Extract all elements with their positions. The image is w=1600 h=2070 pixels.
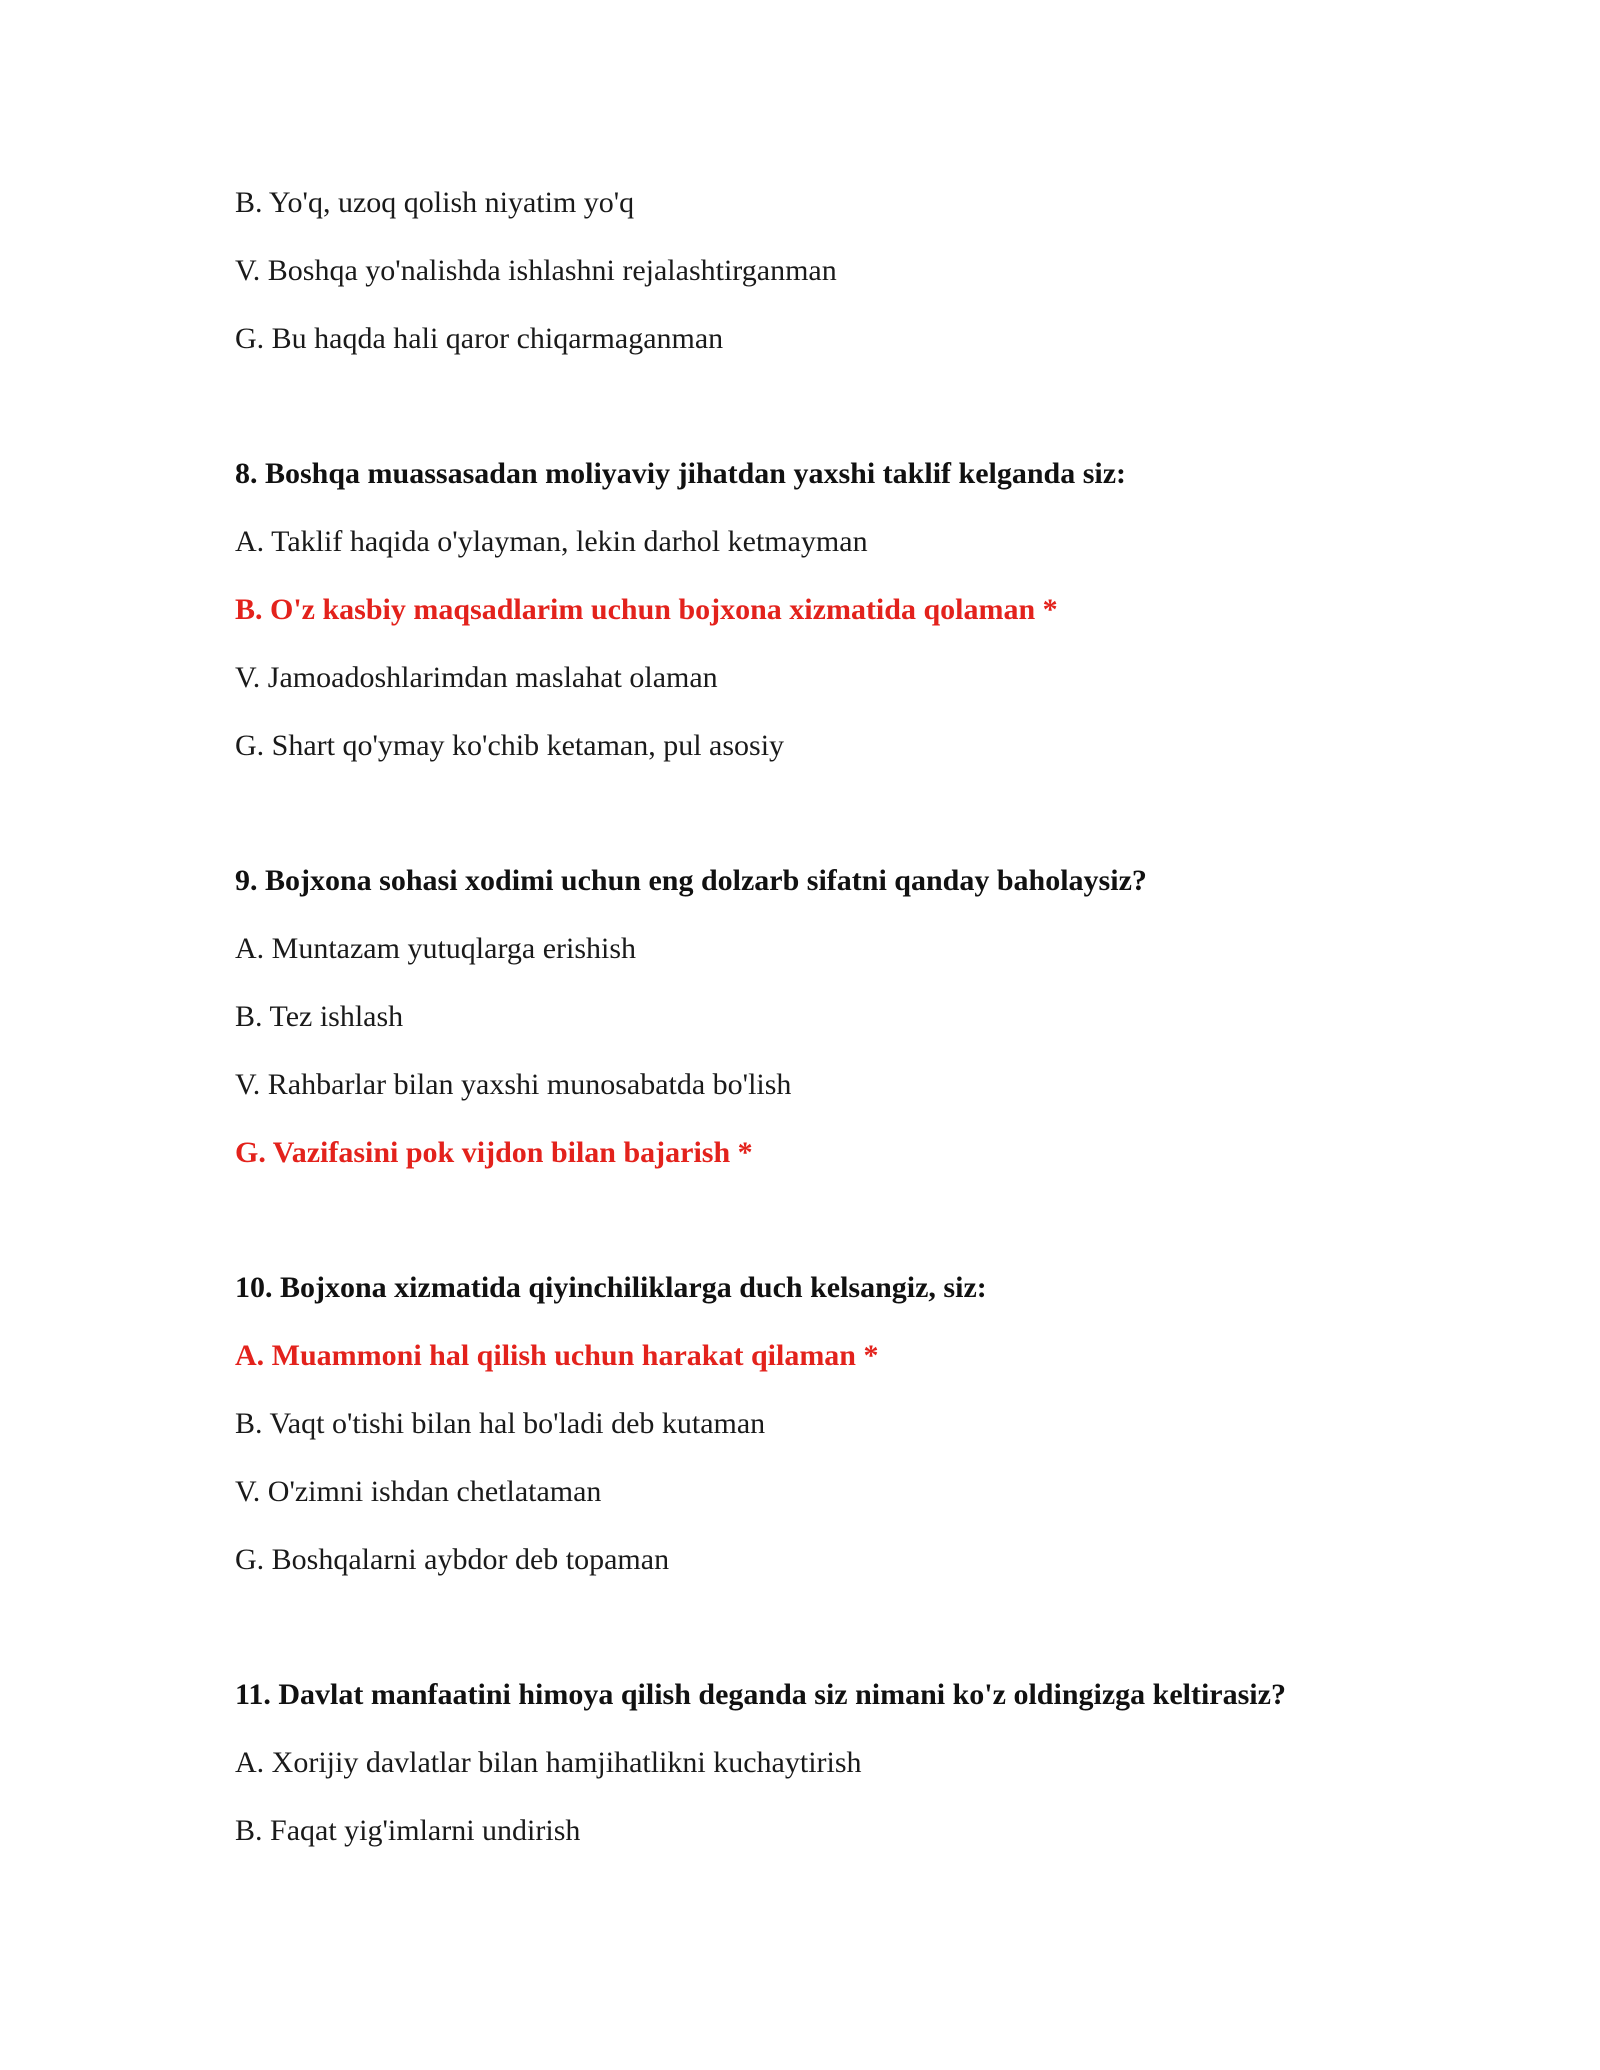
question-10-option-v: V. O'zimni ishdan chetlataman	[235, 1475, 602, 1508]
question-11: 11. Davlat manfaatini himoya qilish deganda siz nimani ko'z oldingizga keltirasiz?	[235, 1678, 1286, 1711]
question-10-option-a-correct: A. Muammoni hal qilish uchun harakat qilaman *	[235, 1339, 879, 1372]
question-9-option-g-correct: G. Vazifasini pok vijdon bilan bajarish *	[235, 1136, 753, 1169]
question-8-option-a: A. Taklif haqida o'ylayman, lekin darhol ketmayman	[235, 525, 868, 558]
question-9: 9. Bojxona sohasi xodimi uchun eng dolzarb sifatni qanday baholaysiz?	[235, 864, 1147, 897]
question-8: 8. Boshqa muassasadan moliyaviy jihatdan yaxshi taklif kelganda siz:	[235, 457, 1127, 490]
question-8-option-g: G. Shart qo'ymay ko'chib ketaman, pul asosiy	[235, 729, 785, 762]
question-11-option-a: A. Xorijiy davlatlar bilan hamjihatlikni kuchaytirish	[235, 1746, 862, 1779]
question-list	[235, 186, 1435, 1882]
question-10-option-g: G. Boshqalarni aybdor deb topaman	[235, 1543, 670, 1576]
question-9-option-v: V. Rahbarlar bilan yaxshi munosabatda bo'lish	[235, 1068, 792, 1101]
question-9-option-a: A. Muntazam yutuqlarga erishish	[235, 932, 637, 965]
question-11-option-b: B. Faqat yig'imlarni undirish	[235, 1814, 581, 1847]
question-8-option-b-correct: B. O'z kasbiy maqsadlarim uchun bojxona xizmatida qolaman *	[235, 593, 1058, 626]
question-10: 10. Bojxona xizmatida qiyinchiliklarga duch kelsangiz, siz:	[235, 1271, 987, 1304]
intro-option-g: G. Bu haqda hali qaror chiqarmaganman	[235, 322, 724, 355]
intro-option-v: V. Boshqa yo'nalishda ishlashni rejalashtirganman	[235, 254, 837, 287]
question-10-option-b: B. Vaqt o'tishi bilan hal bo'ladi deb kutaman	[235, 1407, 766, 1440]
question-9-option-b: B. Tez ishlash	[235, 1000, 404, 1033]
intro-option-b: B. Yo'q, uzoq qolish niyatim yo'q	[235, 186, 635, 219]
question-8-option-v: V. Jamoadoshlarimdan maslahat olaman	[235, 661, 718, 694]
